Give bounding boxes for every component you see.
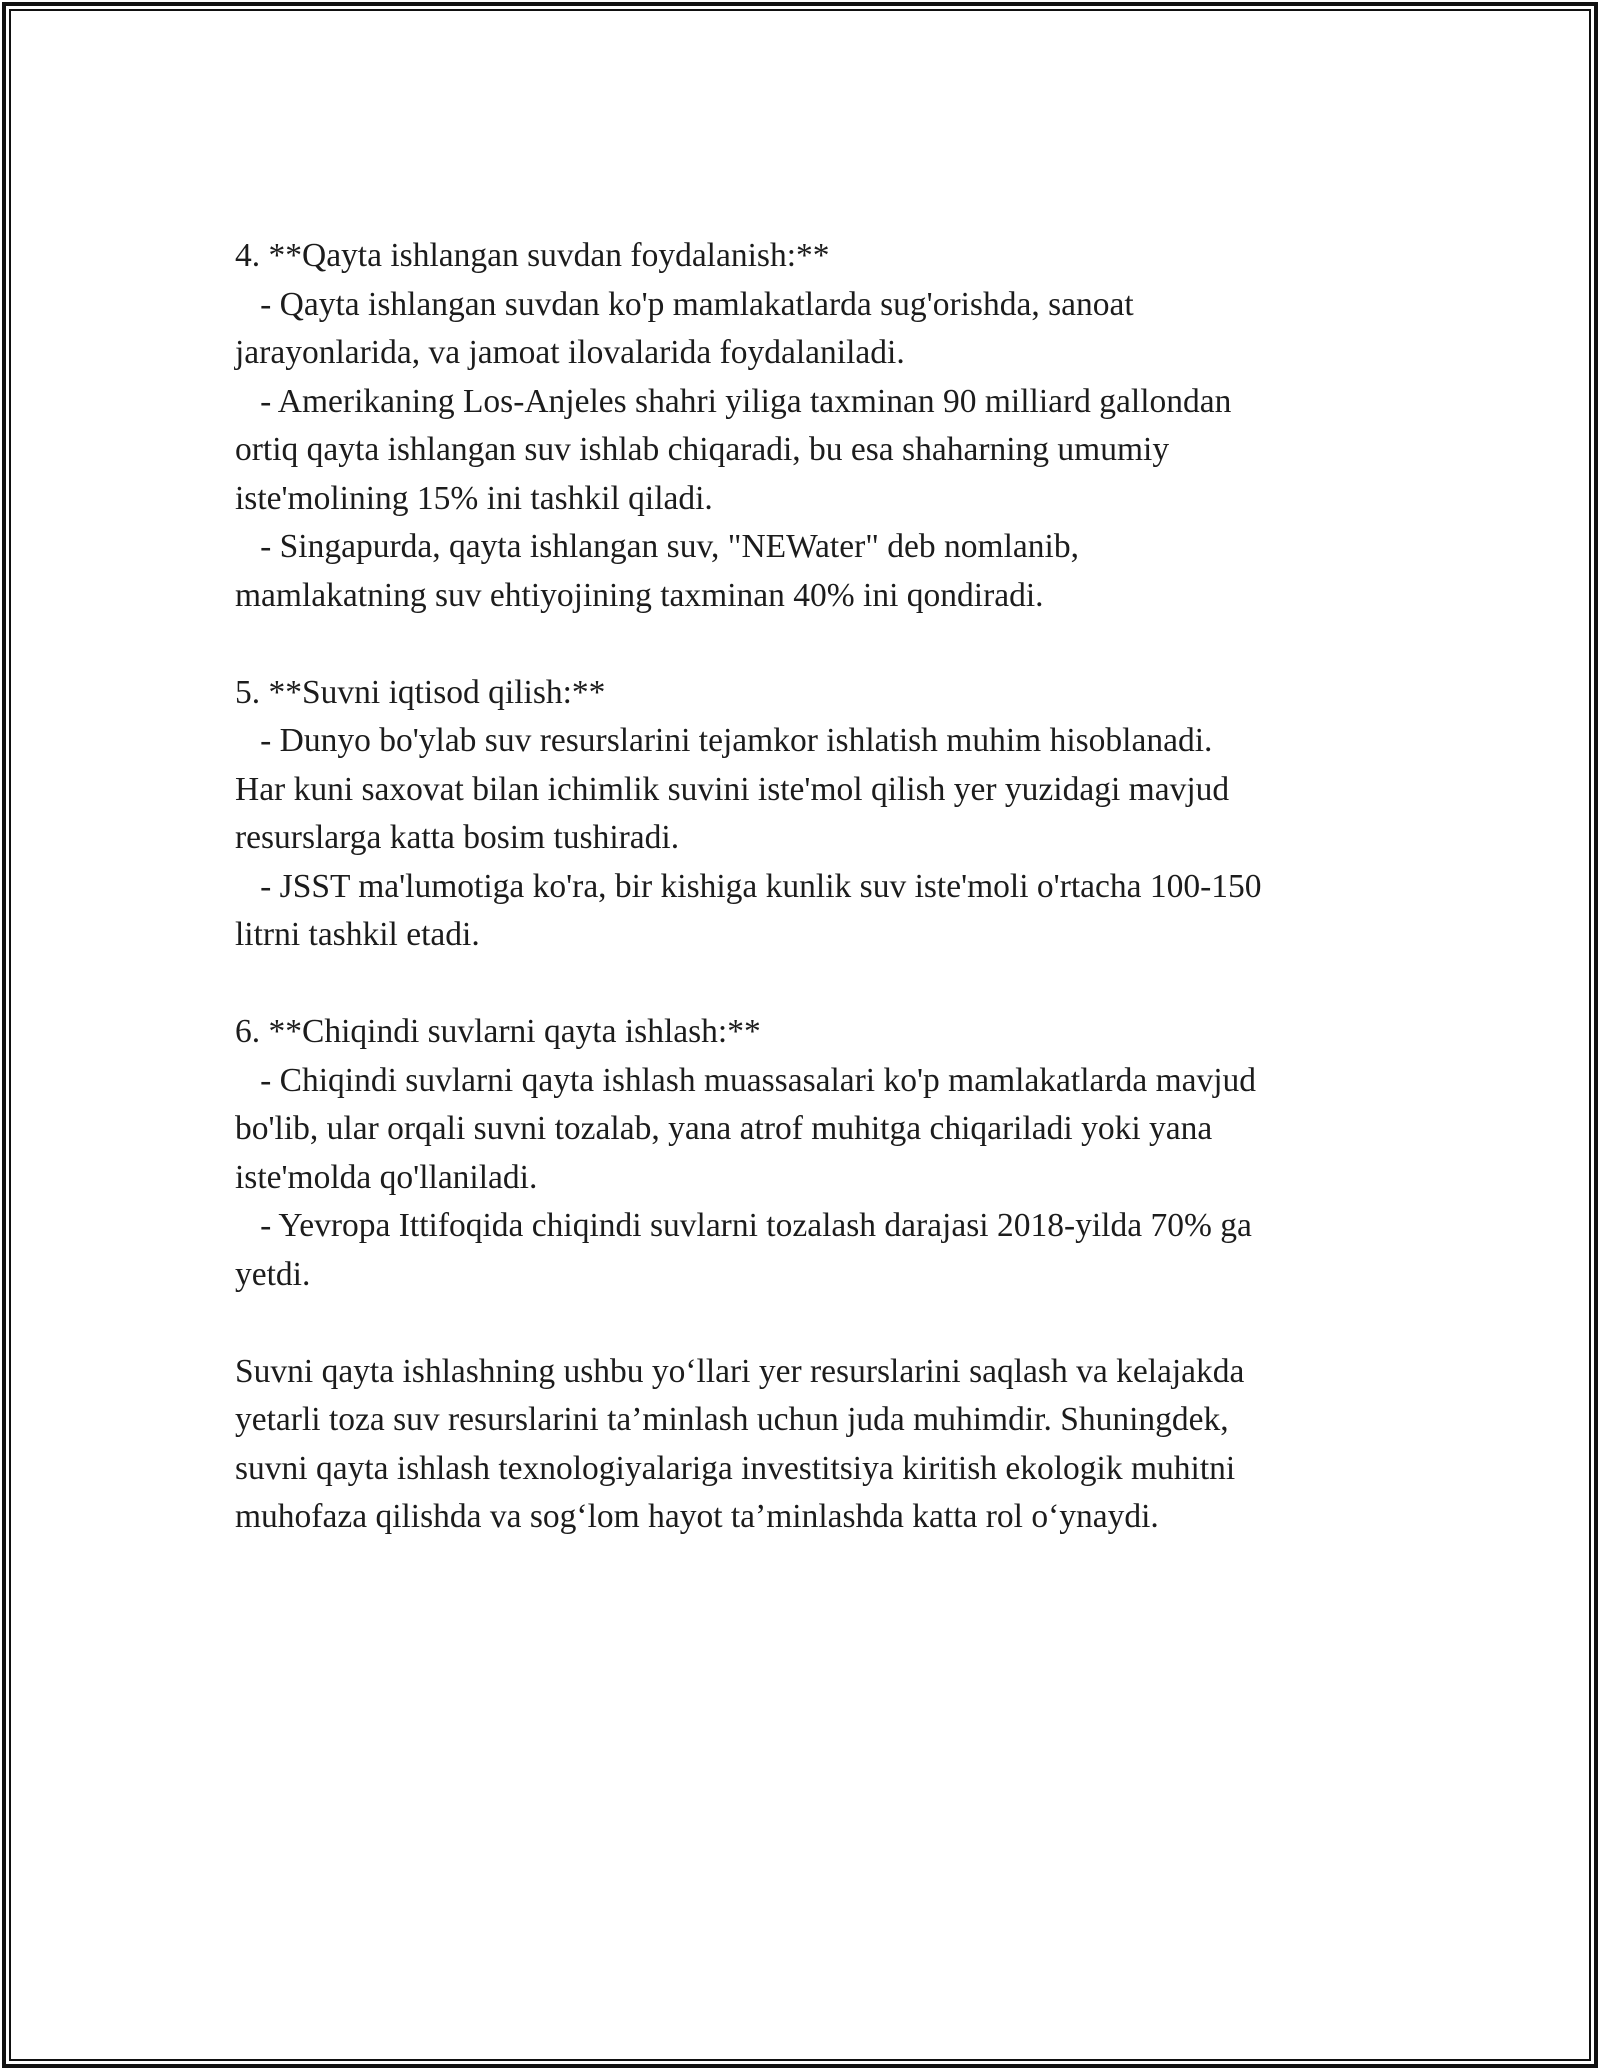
text-line: resurslarga katta bosim tushiradi. xyxy=(235,819,680,856)
section-heading: 6. **Chiqindi suvlarni qayta ishlash:** xyxy=(235,1013,761,1050)
document-body xyxy=(235,232,1395,1542)
text-line: Har kuni saxovat bilan ichimlik suvini iste'mol qilish yer yuzidagi mavjud xyxy=(235,770,1230,808)
text-line: ortiq qayta ishlangan suv ishlab chiqaradi, bu esa shaharning umumiy xyxy=(235,431,1170,468)
text-line: - Chiqindi suvlarni qayta ishlash muassasalari ko'p mamlakatlarda mavjud xyxy=(235,1061,1257,1099)
text-line: litrni tashkil etadi. xyxy=(235,916,480,953)
section-heading: 5. **Suvni iqtisod qilish:** xyxy=(235,673,606,711)
paragraph-spacer xyxy=(235,1299,1395,1348)
text-line: - Qayta ishlangan suvdan ko'p mamlakatlarda sug'orishda, sanoat xyxy=(235,285,1134,323)
section-wastewater-treatment xyxy=(235,1008,1395,1299)
text-line: suvni qayta ishlash texnologiyalariga investitsiya kiritish ekologik muhitni xyxy=(235,1449,1236,1487)
section-recycled-water xyxy=(235,232,1395,620)
paragraph-spacer xyxy=(235,620,1395,669)
text-line: bo'lib, ular orqali suvni tozalab, yana atrof muhitga chiqariladi yoki yana xyxy=(235,1110,1213,1147)
section-heading: 4. **Qayta ishlangan suvdan foydalanish:** xyxy=(235,237,830,274)
text-line: mamlakatning suv ehtiyojining taxminan 40% ini qondiradi. xyxy=(235,576,1044,614)
text-line: yetarli toza suv resurslarini ta’minlash uchun juda muhimdir. Shuningdek, xyxy=(235,1401,1229,1438)
text-line: - Dunyo bo'ylab suv resurslarini tejamkor ishlatish muhim hisoblanadi. xyxy=(235,722,1213,759)
text-line: Suvni qayta ishlashning ushbu yo‘llari yer resurslarini saqlash va kelajakda xyxy=(235,1352,1245,1390)
text-line: muhofaza qilishda va sog‘lom hayot ta’minlashda katta rol o‘ynaydi. xyxy=(235,1498,1159,1535)
text-line: - Amerikaning Los-Anjeles shahri yiliga taxminan 90 milliard gallondan xyxy=(235,382,1232,420)
conclusion-paragraph xyxy=(235,1348,1395,1542)
paragraph-spacer xyxy=(235,960,1395,1009)
text-line: - Singapurda, qayta ishlangan suv, "NEWater" deb nomlanib, xyxy=(235,528,1079,565)
text-line: yetdi. xyxy=(235,1255,311,1293)
text-line: iste'molda qo'llaniladi. xyxy=(235,1158,538,1196)
text-line: - Yevropa Ittifoqida chiqindi suvlarni tozalash darajasi 2018-yilda 70% ga xyxy=(235,1207,1252,1244)
text-line: jarayonlarida, va jamoat ilovalarida foydalaniladi. xyxy=(235,334,905,371)
text-line: iste'molining 15% ini tashkil qiladi. xyxy=(235,479,713,517)
text-line: - JSST ma'lumotiga ko'ra, bir kishiga kunlik suv iste'moli o'rtacha 100-150 xyxy=(235,867,1262,905)
section-water-saving xyxy=(235,669,1395,960)
